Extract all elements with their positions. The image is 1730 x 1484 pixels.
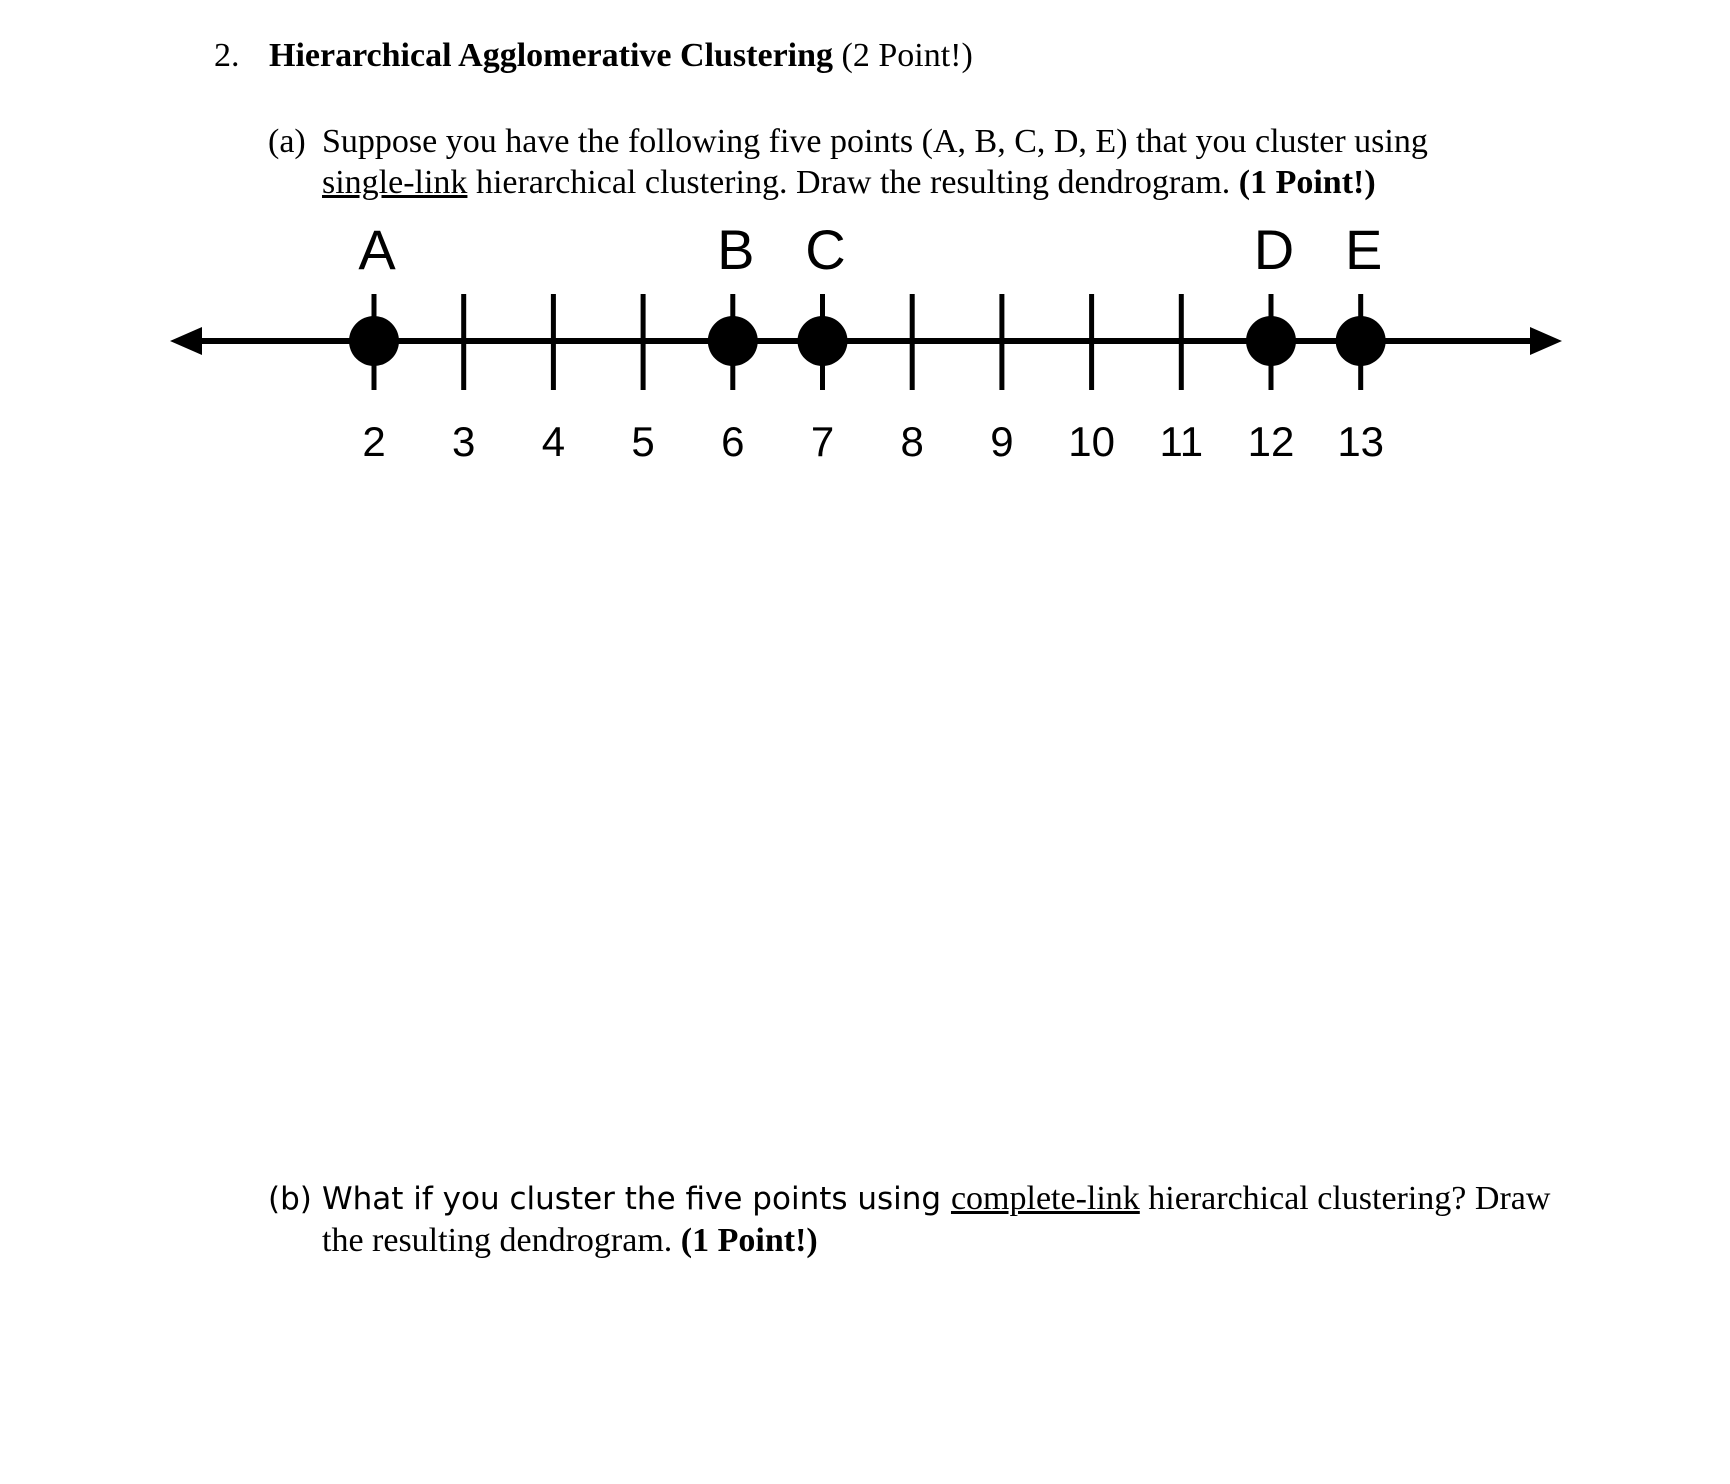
question-title: Hierarchical Agglomerative Clustering [269,37,834,74]
tick-label-10: 10 [1068,418,1115,465]
right-arrow-icon [1530,327,1562,355]
part-b-marker: (b) [268,1181,312,1217]
part-b-method: complete-link [950,1180,1140,1217]
point-label-e: E [1345,218,1383,281]
part-a-points: (1 Point!) [1238,164,1376,201]
tick-label-4: 4 [541,418,566,465]
tick-label-12: 12 [1247,418,1295,465]
part-a-marker: (a) [268,123,306,160]
part-a-method: single-link [322,164,468,201]
point-label-d: D [1253,218,1295,281]
tick-label-11: 11 [1159,418,1204,465]
tick-label-9: 9 [990,418,1014,465]
part-b-question-rest: hierarchical clustering? Draw [1139,1180,1551,1217]
part-b-line-2 [322,1220,818,1262]
part-b-line-1 [322,1178,1550,1220]
question-points: (2 Point!) [841,37,973,74]
question-number: 2. [214,37,240,74]
part-b-line-2-text: the resulting dendrogram. [322,1222,681,1259]
question-heading [214,34,973,78]
part-a-line-1: Suppose you have the following five points (A, B, C, D, E) that you cluster using [322,123,1428,160]
tick-label-6: 6 [721,418,745,465]
tick-label-2: 2 [362,418,386,465]
tick-label-3: 3 [452,418,476,465]
point-label-c: C [805,218,846,281]
part-a-line-2 [322,162,1376,204]
point-c [798,316,848,366]
part-b-points: (1 Point!) [680,1222,818,1259]
point-b [708,316,758,366]
number-line [0,200,1730,480]
tick-label-8: 8 [900,418,924,465]
tick-label-13: 13 [1337,418,1385,465]
point-e [1336,316,1386,366]
left-arrow-icon [170,327,202,355]
point-label-a: A [358,218,396,281]
tick-label-5: 5 [631,418,655,465]
ticks-group [362,294,1384,465]
point-a [349,316,399,366]
tick-label-7: 7 [810,418,835,465]
part-a-line-2-rest: hierarchical clustering. Draw the resulting dendrogram. [467,164,1239,201]
part-b-question-open: What if you cluster the five points using [322,1181,951,1217]
point-d [1246,316,1296,366]
point-label-b: B [717,218,755,281]
